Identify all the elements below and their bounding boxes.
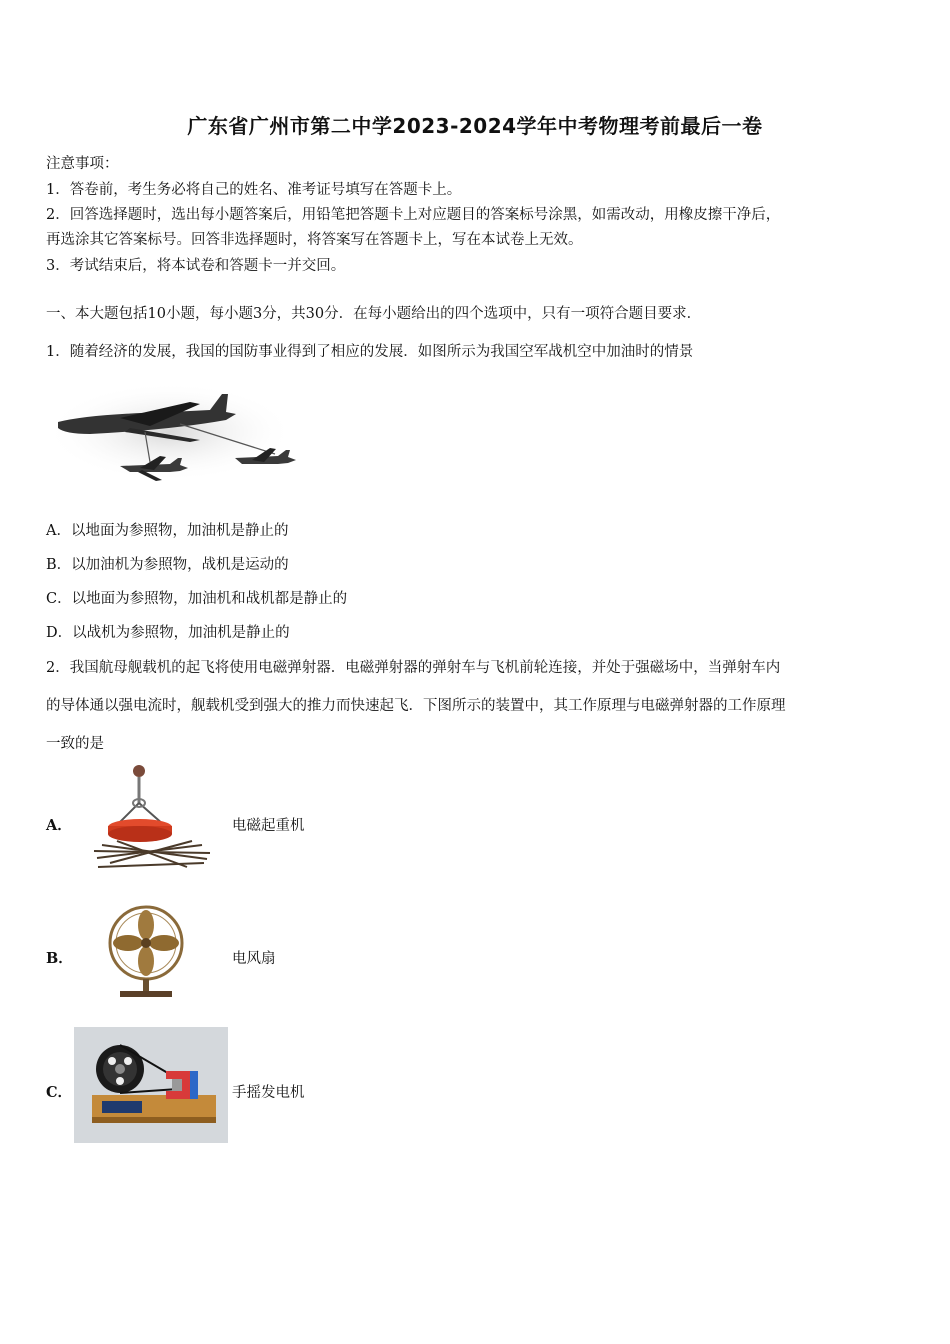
question-2-stem-line: 的导体通以强电流时，舰载机受到强大的推力而快速起飞．下图所示的装置中，其工作原理与电磁弹射器的工作原理 — [46, 698, 786, 714]
question-2-stem-line: 一致的是 — [46, 736, 104, 752]
page-title: 广东省广州市第二中学2023-2024学年中考物理考前最后一卷 — [187, 114, 763, 138]
q2-option-a-caption: 电磁起重机 — [232, 818, 305, 834]
hand-crank-generator-image — [74, 1027, 228, 1143]
section-instructions: 一、本大题包括10小题，每小题3分，共30分．在每小题给出的四个选项中，只有一项符合题目要求． — [46, 306, 702, 322]
aerial-refueling-image — [50, 382, 305, 487]
notice-item: 再选涂其它答案标号。回答非选择题时，将答案写在答题卡上，写在本试卷上无效。 — [46, 232, 583, 248]
q1-option-a[interactable]: A．以地面为参照物，加油机是静止的 — [46, 523, 289, 539]
notice-item: 1．答卷前，考生务必将自己的姓名、准考证号填写在答题卡上。 — [46, 182, 462, 198]
q2-option-b-caption: 电风扇 — [232, 951, 276, 967]
q1-option-d[interactable]: D．以战机为参照物，加油机是静止的 — [46, 625, 290, 641]
notice-item: 2．回答选择题时，选出每小题答案后，用铅笔把答题卡上对应题目的答案标号涂黑，如需改动，用橡皮擦干净后， — [46, 207, 781, 223]
q2-option-b-letter[interactable]: B． — [46, 950, 73, 967]
q1-option-b[interactable]: B．以加油机为参照物，战机是运动的 — [46, 557, 289, 573]
notice-item: 3．考试结束后，将本试卷和答题卡一并交回。 — [46, 258, 346, 274]
notice-heading: 注意事项： — [46, 156, 119, 172]
q2-option-a-letter[interactable]: A． — [46, 817, 72, 834]
q1-option-c[interactable]: C．以地面为参照物，加油机和战机都是静止的 — [46, 591, 348, 607]
electromagnetic-crane-image — [92, 763, 217, 875]
electric-fan-image — [98, 905, 194, 1001]
q2-option-c-caption: 手摇发电机 — [232, 1085, 305, 1101]
question-2-stem-line: 2．我国航母舰载机的起飞将使用电磁弹射器．电磁弹射器的弹射车与飞机前轮连接，并处于强磁场中，当弹射车内 — [46, 660, 781, 676]
q2-option-c-letter[interactable]: C． — [46, 1084, 73, 1101]
question-1-stem: 1．随着经济的发展，我国的国防事业得到了相应的发展．如图所示为我国空军战机空中加油时的情景 — [46, 344, 694, 360]
